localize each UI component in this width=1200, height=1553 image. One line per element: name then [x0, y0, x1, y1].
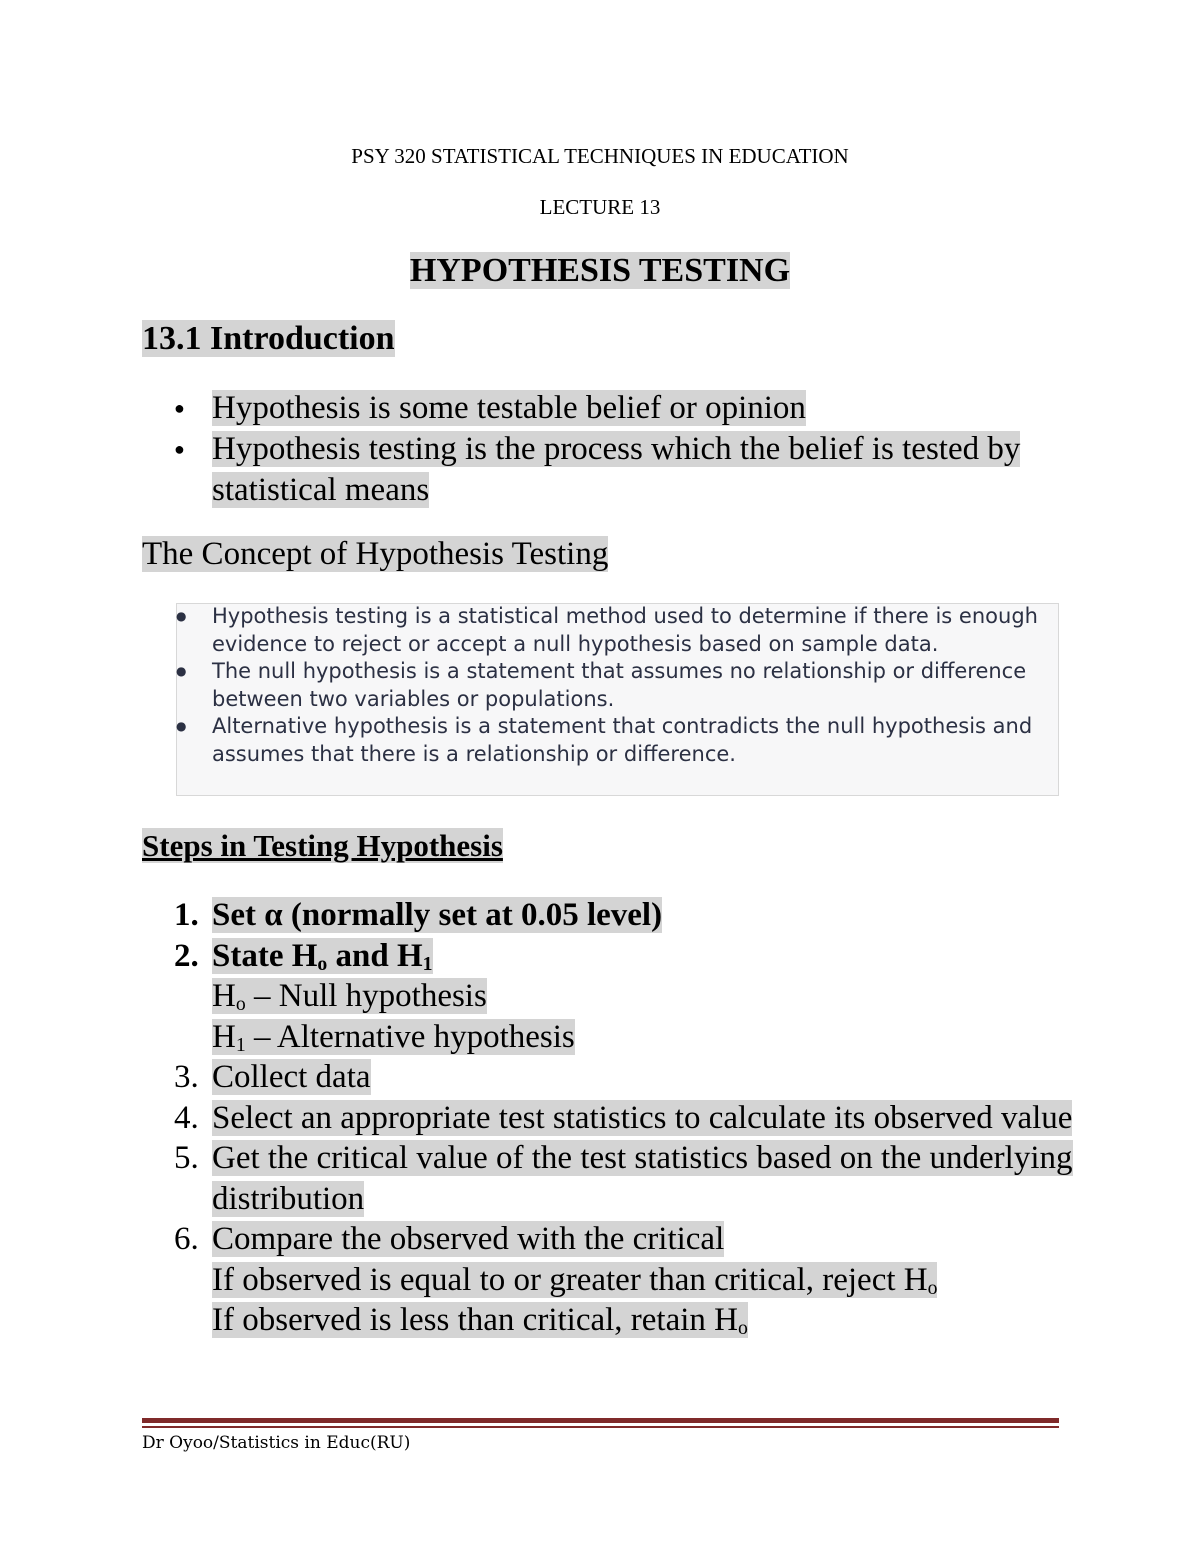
- document-title: [0, 252, 1200, 290]
- step-item: [142, 1219, 1082, 1341]
- list-item: [142, 429, 1062, 511]
- step-text: State $H_o$ and $H_1$: [212, 937, 433, 975]
- concept-heading: [142, 536, 608, 573]
- step-number: 6.: [174, 1221, 199, 1257]
- steps-list: [142, 895, 1082, 1341]
- step-text: Select an appropriate test statistics to calculate its observed value: [212, 1099, 1073, 1136]
- introduction-list: [142, 388, 1062, 511]
- step-item: [142, 1098, 1082, 1139]
- introduction-heading-text: 13.1 Introduction: [142, 320, 395, 357]
- step-number: 4.: [174, 1099, 199, 1136]
- step-subline: $H_o$ – Null hypothesis: [212, 978, 487, 1015]
- step-text: Set α (normally set at 0.05 level): [212, 897, 663, 933]
- step-number: 5.: [174, 1140, 199, 1176]
- step-subline: If observed is equal to or greater than critical, reject $H_o$: [212, 1261, 938, 1299]
- course-title: PSY 320 STATISTICAL TECHNIQUES IN EDUCATION: [351, 144, 849, 168]
- list-item: ● Alternative hypothesis is a statement that contradicts the null hypothesis and assumes that there is a relationship or difference.: [176, 713, 1056, 768]
- footer-text: Dr Oyoo/Statistics in Educ(RU): [142, 1433, 411, 1453]
- step-number: 1.: [174, 897, 199, 933]
- step-text: Collect data: [212, 1059, 371, 1095]
- concept-list: [176, 603, 1056, 768]
- document-title-text: HYPOTHESIS TESTING: [409, 252, 791, 289]
- step-number: 2.: [174, 937, 199, 974]
- concept-heading-text: The Concept of Hypothesis Testing: [142, 536, 609, 572]
- step-text: Get the critical value of the test statistics based on the underlying distribution: [212, 1140, 1073, 1217]
- footer-rule-thick: [142, 1418, 1059, 1423]
- step-subline: If observed is less than critical, retain $H_o$: [212, 1302, 748, 1339]
- step-number: 3.: [174, 1059, 199, 1095]
- steps-heading-text: Steps in Testing Hypothesis: [142, 828, 503, 863]
- step-subline: $H_1$ – Alternative hypothesis: [212, 1018, 575, 1056]
- list-item-text: Hypothesis testing is the process which the belief is tested by statistical means: [212, 431, 1021, 508]
- footer-rule-thin: [142, 1426, 1059, 1428]
- list-item: ● Hypothesis testing is a statistical method used to determine if there is enough evidence to reject or accept a null hypothesis based on sample data.: [176, 603, 1056, 658]
- introduction-heading: [142, 320, 395, 358]
- step-text: Compare the observed with the critical: [212, 1221, 725, 1257]
- list-item: [142, 388, 1062, 429]
- step-item: [142, 1138, 1082, 1219]
- list-item-text: Hypothesis is some testable belief or opinion: [212, 390, 806, 426]
- step-item: [142, 936, 1082, 1058]
- list-item: ● The null hypothesis is a statement that assumes no relationship or difference between two variables or populations.: [176, 658, 1056, 713]
- lecture-number: LECTURE 13: [539, 195, 661, 219]
- step-item: [142, 895, 1082, 936]
- steps-heading: [142, 828, 503, 864]
- step-item: [142, 1057, 1082, 1098]
